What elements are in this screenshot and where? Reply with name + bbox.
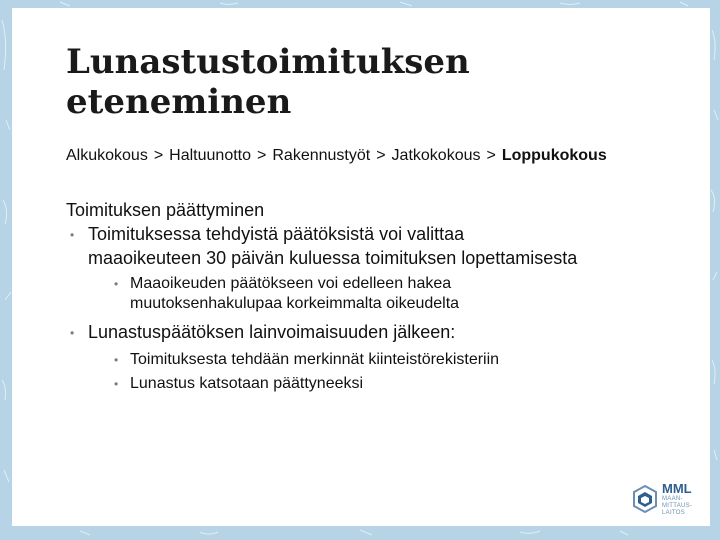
mml-logo	[632, 482, 704, 522]
bullet-icon: •	[114, 353, 119, 367]
logo-sub-line: MITTAUS-	[662, 503, 693, 509]
bullet-item	[66, 222, 666, 270]
bullet-icon: •	[70, 228, 75, 242]
breadcrumb-separator: >	[257, 147, 267, 164]
breadcrumb-separator: >	[486, 147, 496, 164]
sub-bullet-item	[66, 274, 666, 314]
breadcrumb-step-alkukokous: Alkukokous	[66, 147, 148, 164]
slide-body	[66, 198, 666, 394]
breadcrumb-separator: >	[153, 147, 164, 164]
sub-bullet-text-line: Toimituksesta tehdään merkinnät kiinteistörekisteriin	[130, 351, 500, 368]
breadcrumb-step-current: Loppukokous	[501, 147, 607, 164]
sub-bullet-item	[66, 350, 666, 370]
logo-wordmark	[662, 482, 692, 517]
bullet-text-line: Toimituksessa tehdyistä päätöksistä voi valittaa	[88, 224, 465, 244]
bullet-icon: •	[114, 277, 119, 291]
title-line-2: eteneminen	[66, 82, 292, 122]
title-line-1: Lunastustoimituksen	[66, 42, 470, 82]
bullet-item	[66, 320, 666, 344]
breadcrumb-step-jatkokokous: Jatkokokous	[391, 147, 481, 164]
logo-sub-line: LAITOS	[662, 510, 686, 516]
mml-emblem-icon	[632, 484, 658, 514]
sub-bullet-text-line: Lunastus katsotaan päättyneeksi	[130, 375, 364, 392]
logo-main-text: MML	[662, 481, 692, 496]
slide-title	[66, 42, 626, 122]
bullet-text-line: maaoikeuteen 30 päivän kuluessa toimituksen lopettamisesta	[88, 248, 578, 268]
logo-sub-line: MAAN-	[662, 496, 683, 502]
breadcrumb-step-rakennustyot: Rakennustyöt	[272, 147, 371, 164]
bullet-text-line: Lunastuspäätöksen lainvoimaisuuden jälkeen:	[88, 322, 456, 342]
section-heading: Toimituksen päättyminen	[66, 200, 265, 220]
sub-bullet-text-line: Maaoikeuden päätökseen voi edelleen hakea	[130, 275, 452, 292]
breadcrumb-separator: >	[376, 147, 386, 164]
breadcrumb-step-haltuunotto: Haltuunotto	[169, 147, 252, 164]
process-breadcrumb	[66, 146, 607, 166]
sub-bullet-item	[66, 374, 666, 394]
bullet-icon: •	[70, 326, 75, 340]
bullet-icon: •	[114, 377, 119, 391]
sub-bullet-text-line: muutoksenhakulupaa korkeimmalta oikeudelta	[130, 295, 460, 312]
